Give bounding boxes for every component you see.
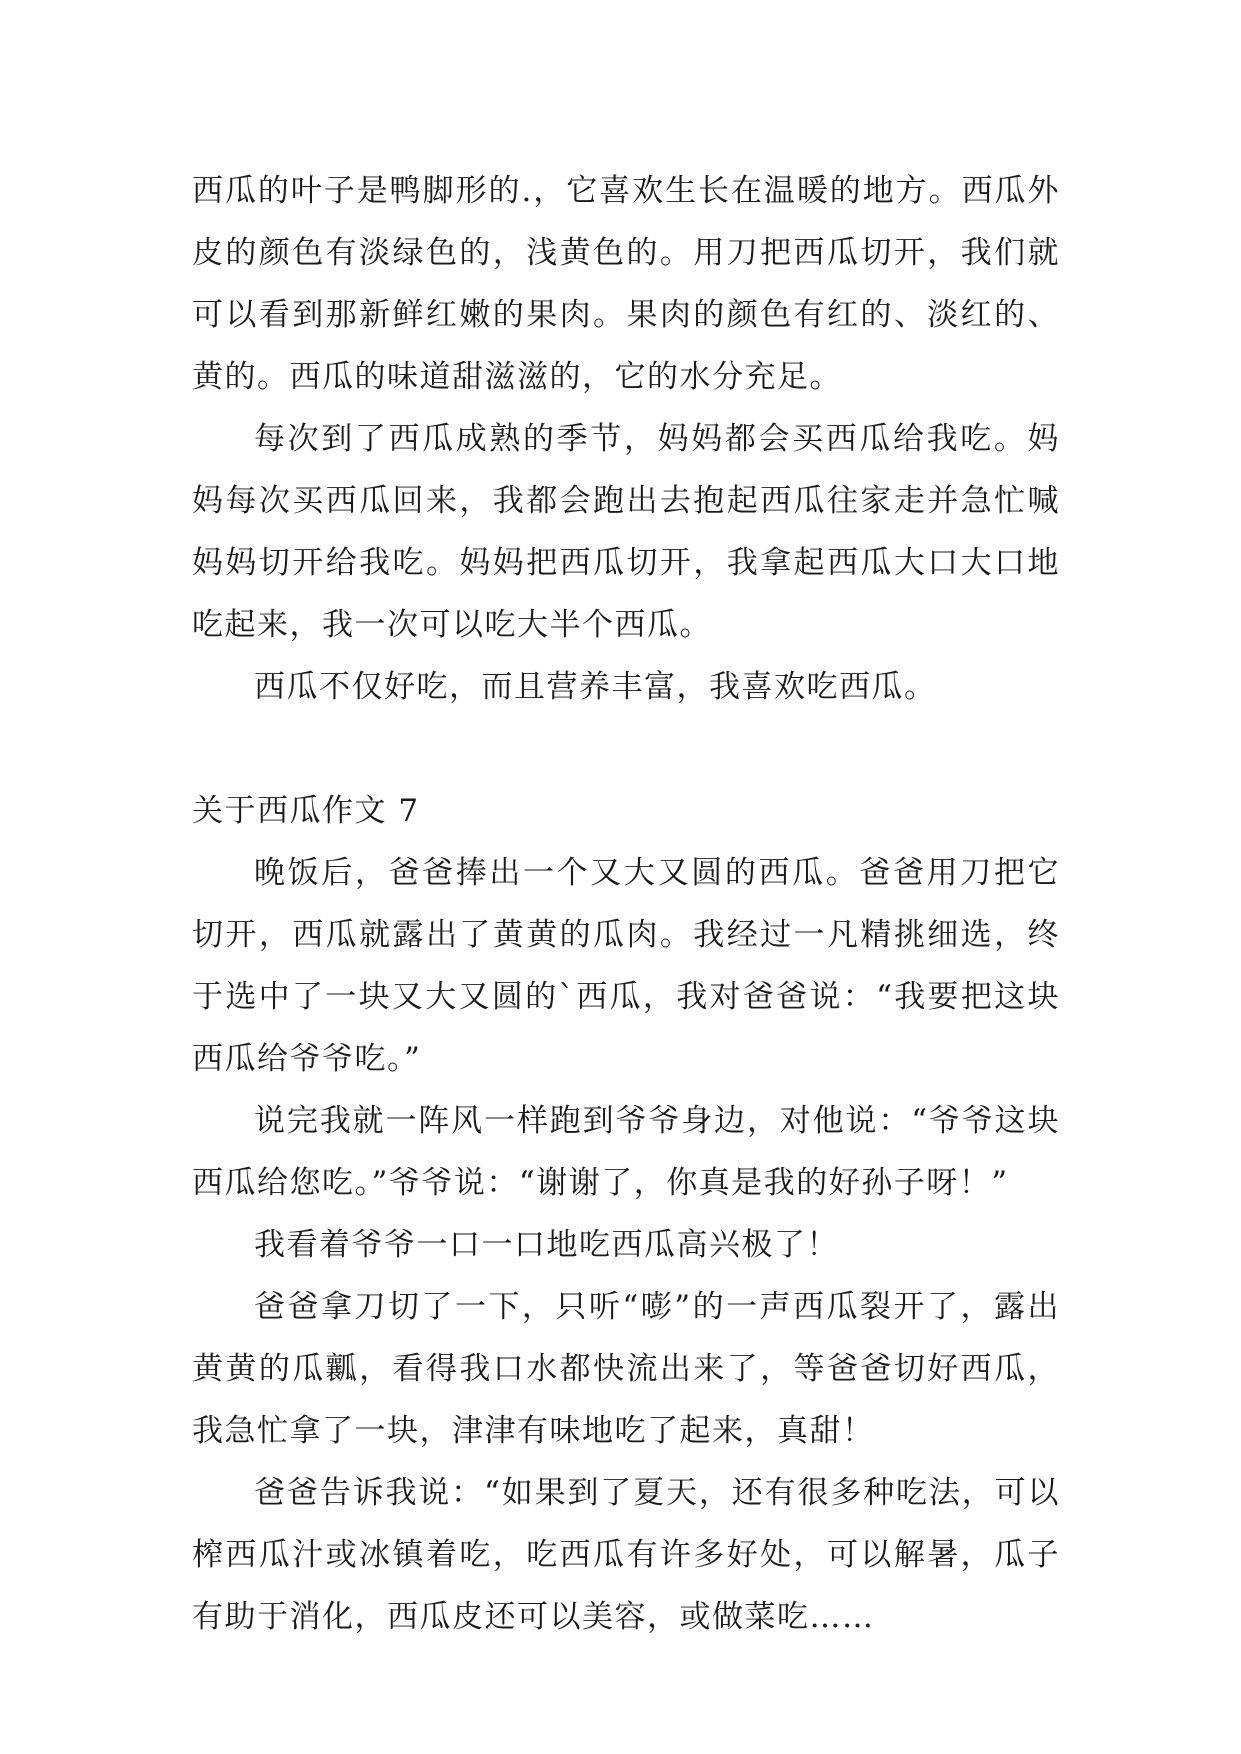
paragraph: 爸爸告诉我说：“如果到了夏天，还有很多种吃法，可以榨西瓜汁或冰镇着吃，吃西瓜有许多好处，可以解暑，瓜子有助于消化，西瓜皮还可以美容，或做菜吃…… (192, 1475, 1060, 1635)
section-gap (192, 718, 1060, 780)
document-page (192, 160, 1060, 1648)
paragraph: 每次到了西瓜成熟的季节，妈妈都会买西瓜给我吃。妈妈每次买西瓜回来，我都会跑出去抱起西瓜往家走并急忙喊妈妈切开给我吃。妈妈把西瓜切开，我拿起西瓜大口大口地吃起来，我一次可以吃大半个西瓜。 (192, 421, 1060, 643)
paragraph: 说完我就一阵风一样跑到爷爷身边，对他说：“爷爷这块西瓜给您吃。”爷爷说：“谢谢了，你真是我的好孙子呀！” (192, 1103, 1060, 1201)
paragraph: 爸爸拿刀切了一下，只听“嘭”的一声西瓜裂开了，露出黄黄的瓜瓤，看得我口水都快流出来了，等爸爸切好西瓜，我急忙拿了一块，津津有味地吃了起来，真甜！ (192, 1289, 1060, 1449)
paragraph: 西瓜的叶子是鸭脚形的.，它喜欢生长在温暖的地方。西瓜外皮的颜色有淡绿色的，浅黄色的。用刀把西瓜切开，我们就可以看到那新鲜红嫩的果肉。果肉的颜色有红的、淡红的、黄的。西瓜的味道甜滋滋的，它的水分充足。 (192, 173, 1060, 395)
paragraph: 西瓜不仅好吃，而且营养丰富，我喜欢吃西瓜。 (254, 669, 937, 705)
paragraph: 晚饭后，爸爸捧出一个又大又圆的西瓜。爸爸用刀把它切开，西瓜就露出了黄黄的瓜肉。我经过一凡精挑细选，终于选中了一块又大又圆的`西瓜，我对爸爸说：“我要把这块西瓜给爷爷吃。” (192, 855, 1060, 1077)
paragraph: 我看着爷爷一口一口地吃西瓜高兴极了！ (254, 1227, 839, 1263)
section-title: 关于西瓜作文 7 (192, 793, 420, 829)
